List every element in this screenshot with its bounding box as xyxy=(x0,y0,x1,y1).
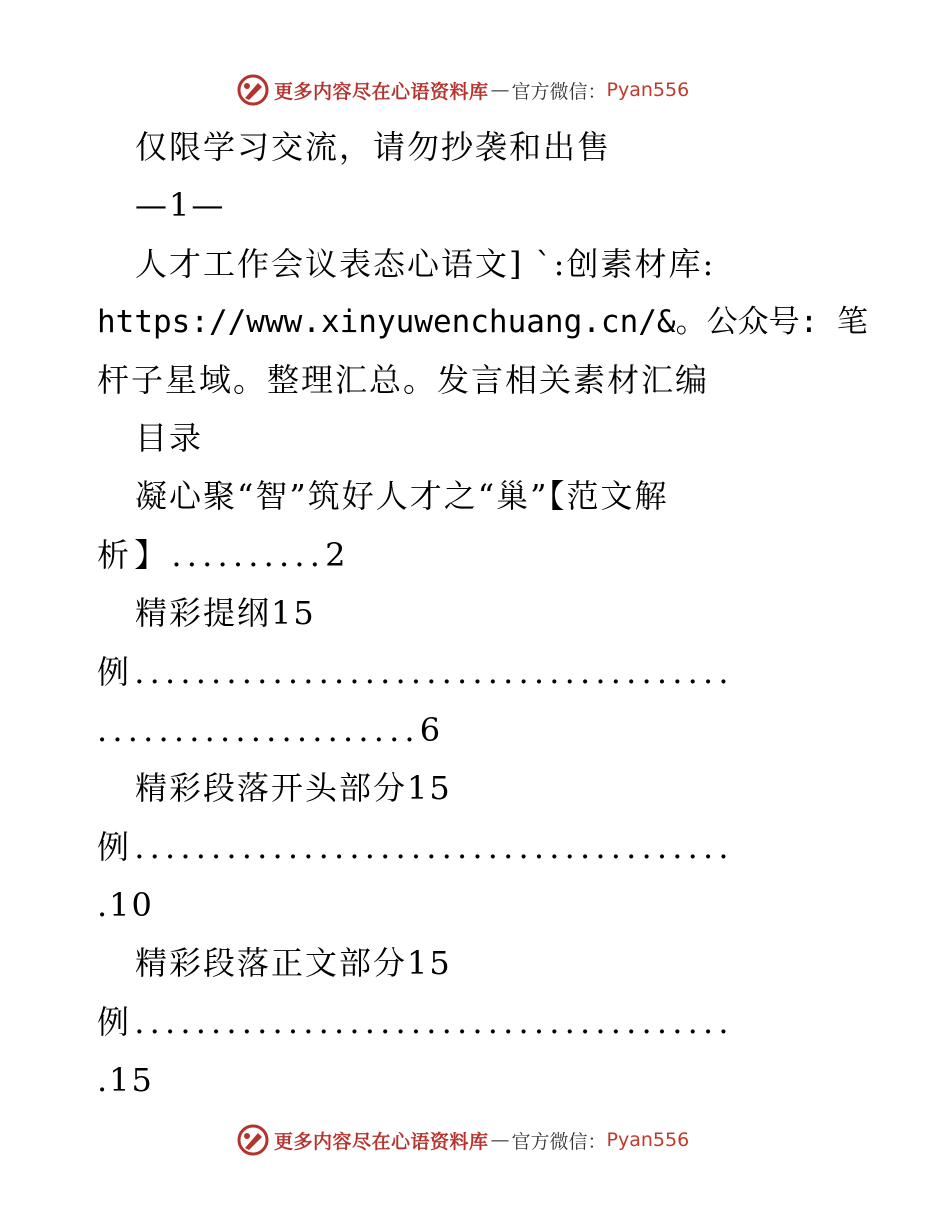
header-banner xyxy=(236,72,689,108)
banner-dash: — xyxy=(490,79,510,101)
banner-site-text: 更多内容尽在心语资料库 xyxy=(274,80,489,103)
toc-item-2-dots: 例....................................... xyxy=(97,653,734,691)
pen-logo-icon xyxy=(236,73,270,107)
pen-logo-icon xyxy=(236,1123,270,1157)
toc-item-2-page: .....................6 xyxy=(97,711,446,749)
toc-item-2: 精彩提纲15 xyxy=(135,594,316,632)
footer-banner xyxy=(236,1122,689,1158)
notice-line: 仅限学习交流，请勿抄袭和出售 xyxy=(135,128,612,166)
toc-item-4-page: .15 xyxy=(97,1061,154,1099)
title-line-1: 人才工作会议表态心语文] `:创素材库: xyxy=(135,245,716,283)
title-line-3: 杆子星域。整理汇总。发言相关素材汇编 xyxy=(97,361,710,399)
page-number: —1— xyxy=(135,186,226,224)
banner-site-text: 更多内容尽在心语资料库 xyxy=(274,1130,489,1153)
title-line-2: https://www.xinyuwenchuang.cn/&。公众号: 笔 xyxy=(97,304,868,340)
toc-item-4-dots: 例....................................... xyxy=(97,1003,734,1041)
toc-item-3: 精彩段落开头部分15 xyxy=(135,769,452,807)
toc-heading: 目录 xyxy=(135,419,204,457)
toc-item-1: 凝心聚“智”筑好人才之“巢”【范文解 xyxy=(135,477,669,515)
toc-item-1-page: 析】..........2 xyxy=(97,536,351,574)
banner-wechat-id: Pyan556 xyxy=(606,79,690,101)
banner-wechat-label: 官方微信： xyxy=(511,1130,607,1153)
toc-item-3-page: .10 xyxy=(97,886,154,924)
toc-item-3-dots: 例....................................... xyxy=(97,828,734,866)
toc-item-4: 精彩段落正文部分15 xyxy=(135,944,452,982)
banner-wechat-label: 官方微信： xyxy=(511,80,607,103)
banner-dash: — xyxy=(490,1129,510,1151)
banner-wechat-id: Pyan556 xyxy=(606,1129,690,1151)
